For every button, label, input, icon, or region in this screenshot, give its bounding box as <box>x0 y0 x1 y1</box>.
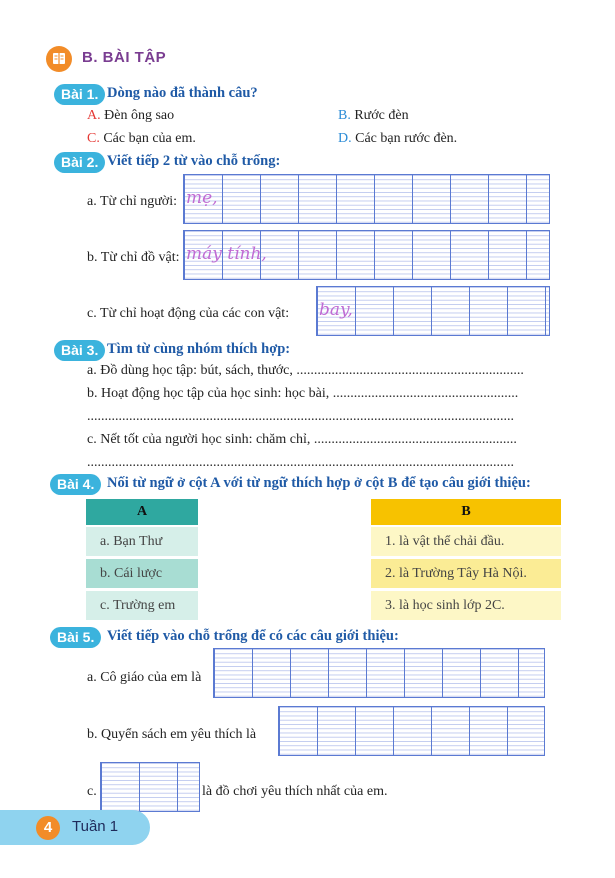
exercise-3-line-b2[interactable]: .......................................................................................................................... <box>87 409 514 424</box>
page-number: 4 <box>36 816 60 840</box>
exercise-4-question: Nối từ ngữ ở cột A với từ ngữ thích hợp ở cột B để tạo câu giới thiệu: <box>107 475 531 491</box>
exercise-5-suffix-c: là đồ chơi yêu thích nhất của em. <box>202 784 388 799</box>
exercise-3-question: Tìm từ cùng nhóm thích hợp: <box>107 341 291 357</box>
exercise-3-line-c[interactable]: c. Nết tốt của người học sinh: chăm chỉ, .......................................................... <box>87 432 517 447</box>
exercise-3-line-b[interactable]: b. Hoạt động học tập của học sinh: học bài, ..................................................... <box>87 386 519 401</box>
option-c[interactable]: C. Các bạn của em. <box>87 131 196 146</box>
book-icon <box>46 46 72 72</box>
section-title: B. BÀI TẬP <box>82 49 167 66</box>
exercise-5-prompt-c: c. <box>87 784 97 799</box>
column-a-item-1[interactable]: a. Bạn Thư <box>86 527 198 556</box>
exercise-5-prompt-b: b. Quyển sách em yêu thích là <box>87 727 257 742</box>
handwritten-answer-a: mẹ, <box>186 188 218 208</box>
column-a-item-3[interactable]: c. Trường em <box>86 591 198 620</box>
exercise-1-badge: Bài 1. <box>54 84 105 105</box>
writing-grid-5b[interactable] <box>278 706 545 756</box>
exercise-2-question: Viết tiếp 2 từ vào chỗ trống: <box>107 153 281 169</box>
week-label: Tuần 1 <box>72 818 119 835</box>
column-b-item-2[interactable]: 2. là Trường Tây Hà Nội. <box>371 559 561 588</box>
column-b-header: B <box>371 499 561 525</box>
handwritten-answer-c: bay, <box>319 300 353 320</box>
exercise-3-badge: Bài 3. <box>54 340 105 361</box>
exercise-2-prompt-c: c. Từ chỉ hoạt động của các con vật: <box>87 306 290 321</box>
option-a[interactable]: A. Đèn ông sao <box>87 108 175 123</box>
writing-grid-5a[interactable] <box>213 648 545 698</box>
handwritten-answer-b: máy tính, <box>186 244 267 264</box>
option-d[interactable]: D. Các bạn rước đèn. <box>338 131 458 146</box>
writing-grid-5c[interactable] <box>100 762 200 812</box>
exercise-5-question: Viết tiếp vào chỗ trống để có các câu giới thiệu: <box>107 628 399 644</box>
column-b-item-1[interactable]: 1. là vật thể chải đầu. <box>371 527 561 556</box>
exercise-5-badge: Bài 5. <box>50 627 101 648</box>
exercise-2-prompt-a: a. Từ chỉ người: <box>87 194 177 209</box>
exercise-1-question: Dòng nào đã thành câu? <box>107 85 258 101</box>
exercise-2-prompt-b: b. Từ chỉ đồ vật: <box>87 250 180 265</box>
exercise-4-badge: Bài 4. <box>50 474 101 495</box>
exercise-3-line-c2[interactable]: .......................................................................................................................... <box>87 455 514 470</box>
column-a-header: A <box>86 499 198 525</box>
exercise-2-badge: Bài 2. <box>54 152 105 173</box>
exercise-5-prompt-a: a. Cô giáo của em là <box>87 670 202 685</box>
column-a-item-2[interactable]: b. Cái lược <box>86 559 198 588</box>
exercise-3-line-a[interactable]: a. Đồ dùng học tập: bút, sách, thước, ................................................................. <box>87 363 524 378</box>
writing-grid-a[interactable] <box>183 174 550 224</box>
column-b-item-3[interactable]: 3. là học sinh lớp 2C. <box>371 591 561 620</box>
option-b[interactable]: B. Rước đèn <box>338 108 409 123</box>
